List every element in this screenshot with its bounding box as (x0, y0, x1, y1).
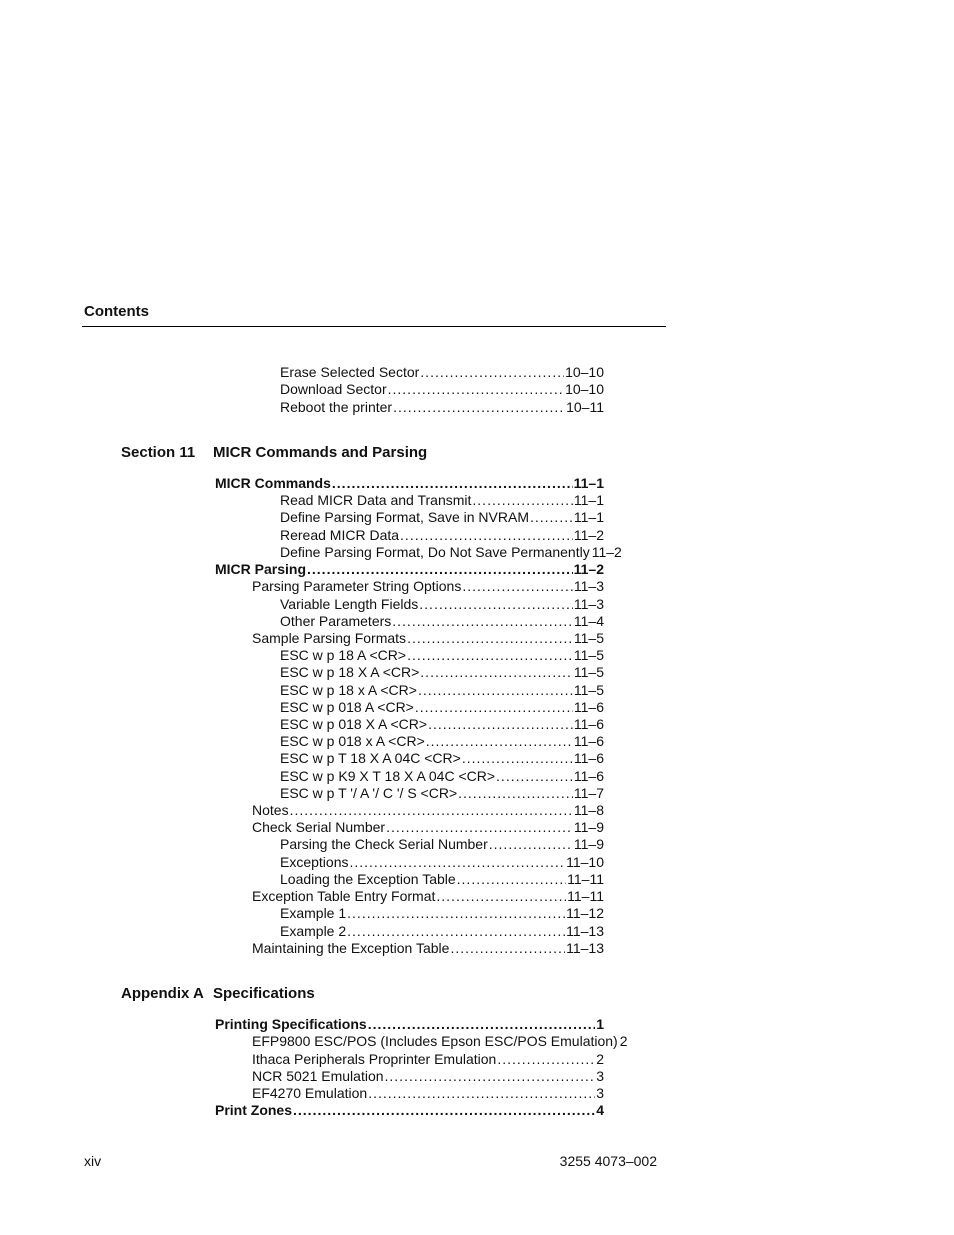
section-number: Appendix A (121, 985, 204, 1002)
leader-dots (489, 836, 573, 853)
toc-entry-text: Variable Length Fields (280, 596, 419, 612)
toc-entry[interactable] (280, 381, 604, 398)
toc-entry-text: Reread MICR Data (280, 527, 400, 543)
toc-entry[interactable] (280, 399, 604, 416)
toc-entry-text: Exceptions (280, 854, 349, 870)
toc-entry-page: 10–10 (565, 381, 604, 397)
toc-entry-page: 11–11 (567, 888, 604, 904)
leader-dots (428, 716, 573, 733)
toc-entry[interactable] (280, 613, 604, 630)
toc-entry[interactable] (280, 785, 604, 802)
toc-entry-page: 11–13 (566, 940, 604, 956)
toc-entry-text: Read MICR Data and Transmit (280, 492, 472, 508)
leader-dots (368, 1085, 595, 1102)
toc-entry-text: Exception Table Entry Format (252, 888, 436, 904)
toc-entry-page: 11–5 (573, 630, 604, 646)
toc-entry-text: MICR Commands (215, 475, 331, 491)
leader-dots (462, 578, 573, 595)
toc-entry-text: Notes (252, 802, 289, 818)
toc-entry-text: ESC w p T 18 X A 04C <CR> (280, 750, 461, 766)
toc-entry-page: 11–3 (573, 578, 604, 594)
toc-entry-text: MICR Parsing (215, 561, 307, 577)
toc-entry[interactable] (280, 682, 604, 699)
footer-doc-number: 3255 4073–002 (559, 1153, 657, 1169)
toc-entry-text: EF4270 Emulation (252, 1085, 368, 1101)
toc-entry-page: 11–5 (573, 682, 604, 698)
toc-entry-page: 11–11 (567, 871, 604, 887)
toc-entry-page: 11–4 (573, 613, 604, 629)
toc-entry-text: NCR 5021 Emulation (252, 1068, 384, 1084)
section-number: Section 11 (121, 444, 196, 461)
toc-entry-page: 3 (596, 1068, 604, 1084)
toc-entry-page: 11–6 (573, 768, 604, 784)
toc-entry-page: 11–1 (573, 509, 604, 525)
toc-entry[interactable] (280, 647, 604, 664)
toc-entry-text: Example 2 (280, 923, 347, 939)
toc-entry-page: 2 (619, 1033, 628, 1049)
toc-entry-text: Maintaining the Exception Table (252, 940, 450, 956)
toc-entry-text: ESC w p 18 X A <CR> (280, 664, 420, 680)
toc-entry-page: 2 (596, 1051, 604, 1067)
toc-entry-page: 3 (596, 1085, 604, 1101)
toc-entry-page: 11–9 (573, 836, 604, 852)
toc-entry-page: 11–9 (573, 819, 604, 835)
leader-dots (462, 750, 573, 767)
toc-entry-text: Ithaca Peripherals Proprinter Emulation (252, 1051, 497, 1067)
toc-entry-text: Parsing the Check Serial Number (280, 836, 488, 852)
toc-entry[interactable] (280, 905, 604, 922)
toc-entry[interactable] (215, 1016, 604, 1033)
toc-entry[interactable] (280, 544, 622, 561)
toc-entry-text: ESC w p 018 X A <CR> (280, 716, 428, 732)
toc-entry-page: 11–2 (573, 527, 604, 543)
toc-entry-text: Example 1 (280, 905, 347, 921)
toc-entry-page: 11–6 (573, 699, 604, 715)
toc-entry[interactable] (280, 492, 604, 509)
toc-entry[interactable] (215, 475, 604, 492)
toc-entry-text: Define Parsing Format, Save in NVRAM (280, 509, 529, 525)
section-title: Specifications (213, 985, 315, 1002)
leader-dots (497, 1051, 595, 1068)
toc-entry[interactable] (280, 733, 604, 750)
leader-dots (418, 682, 573, 699)
toc-entry[interactable] (215, 1102, 604, 1119)
leader-dots (386, 819, 573, 836)
toc-entry-text: ESC w p 018 x A <CR> (280, 733, 425, 749)
section-heading (121, 444, 427, 461)
toc-entry-page: 4 (596, 1102, 604, 1118)
toc-entry-text: ESC w p 18 A <CR> (280, 647, 407, 663)
toc-entry-page: 11–12 (566, 905, 604, 921)
toc-entry-text: Download Sector (280, 381, 387, 397)
toc-entry-text: Loading the Exception Table (280, 871, 456, 887)
toc-entry[interactable] (252, 1085, 604, 1102)
leader-dots (347, 905, 565, 922)
leader-dots (436, 888, 566, 905)
leader-dots (349, 854, 565, 871)
toc-entry[interactable] (280, 750, 604, 767)
leader-dots (450, 940, 565, 957)
leader-dots (393, 399, 565, 416)
toc-entry-text: EFP9800 ESC/POS (Includes Epson ESC/POS Emulation) (252, 1033, 618, 1049)
toc-entry-page: 1 (596, 1016, 604, 1032)
leader-dots (407, 647, 573, 664)
leader-dots (458, 785, 573, 802)
toc-entry-text: Printing Specifications (215, 1016, 367, 1032)
toc-entry[interactable] (280, 854, 604, 871)
page-header-title: Contents (84, 303, 149, 320)
toc-entry-page: 11–1 (573, 492, 604, 508)
toc-entry-text: Print Zones (215, 1102, 293, 1118)
header-rule (82, 326, 666, 327)
leader-dots (496, 768, 573, 785)
toc-entry[interactable] (280, 836, 604, 853)
leader-dots (530, 509, 573, 526)
toc-entry[interactable] (280, 716, 604, 733)
leader-dots (347, 923, 565, 940)
toc-entry-page: 11–6 (573, 733, 604, 749)
leader-dots (307, 561, 573, 578)
toc-entry[interactable] (252, 630, 604, 647)
toc-entry-page: 11–5 (573, 647, 604, 663)
section-title: MICR Commands and Parsing (213, 444, 428, 461)
leader-dots (388, 381, 564, 398)
leader-dots (400, 527, 573, 544)
toc-entry[interactable] (252, 940, 604, 957)
toc-entry-text: ESC w p T '/ A '/ C '/ S <CR> (280, 785, 458, 801)
toc-entry-text: Sample Parsing Formats (252, 630, 407, 646)
leader-dots (457, 871, 566, 888)
leader-dots (472, 492, 572, 509)
toc-entry-text: Other Parameters (280, 613, 392, 629)
leader-dots (420, 364, 564, 381)
toc-entry[interactable] (280, 871, 604, 888)
leader-dots (419, 596, 573, 613)
toc-entry-page: 11–8 (573, 802, 604, 818)
toc-entry-text: ESC w p K9 X T 18 X A 04C <CR> (280, 768, 496, 784)
toc-entry[interactable] (252, 819, 604, 836)
toc-entry[interactable] (280, 664, 604, 681)
leader-dots (332, 475, 573, 492)
footer-page-number: xiv (84, 1153, 102, 1169)
leader-dots (290, 802, 573, 819)
toc-entry-text: Erase Selected Sector (280, 364, 420, 380)
leader-dots (407, 630, 573, 647)
leader-dots (293, 1102, 595, 1119)
toc-entry[interactable] (280, 596, 604, 613)
toc-entry-page: 11–3 (573, 596, 604, 612)
section-heading (121, 985, 315, 1002)
toc-entry-text: Reboot the printer (280, 399, 393, 415)
toc-entry[interactable] (280, 768, 604, 785)
toc-entry[interactable] (280, 923, 604, 940)
toc-entry[interactable] (280, 509, 604, 526)
leader-dots (426, 733, 573, 750)
toc-entry-page: 11–6 (573, 716, 604, 732)
leader-dots (420, 664, 573, 681)
leader-dots (392, 613, 573, 630)
toc-entry-page: 11–1 (573, 475, 604, 491)
toc-entry-page: 10–10 (565, 364, 604, 380)
toc-entry-text: Parsing Parameter String Options (252, 578, 462, 594)
toc-entry-page: 11–7 (573, 785, 604, 801)
toc-entry-text: ESC w p 018 A <CR> (280, 699, 414, 715)
toc-entry-page: 11–13 (566, 923, 604, 939)
toc-entry[interactable] (252, 802, 604, 819)
toc-entry-text: Define Parsing Format, Do Not Save Permanently (280, 544, 590, 560)
toc-entry-text: Check Serial Number (252, 819, 386, 835)
toc-entry-page: 11–6 (573, 750, 604, 766)
toc-entry-page: 11–10 (566, 854, 604, 870)
toc-entry[interactable] (252, 578, 604, 595)
toc-entry-page: 11–2 (573, 561, 604, 577)
leader-dots (415, 699, 573, 716)
toc-entry[interactable] (252, 1068, 604, 1085)
toc-entry[interactable] (280, 699, 604, 716)
toc-entry[interactable] (252, 888, 604, 905)
toc-entry[interactable] (252, 1033, 628, 1050)
toc-entry[interactable] (280, 527, 604, 544)
toc-entry-page: 11–2 (591, 544, 622, 560)
toc-entry[interactable] (252, 1051, 604, 1068)
toc-entry-text: ESC w p 18 x A <CR> (280, 682, 417, 698)
toc-entry-page: 10–11 (566, 399, 604, 415)
leader-dots (368, 1016, 596, 1033)
toc-entry[interactable] (280, 364, 604, 381)
toc-entry-page: 11–5 (573, 664, 604, 680)
toc-entry[interactable] (215, 561, 604, 578)
leader-dots (385, 1068, 596, 1085)
